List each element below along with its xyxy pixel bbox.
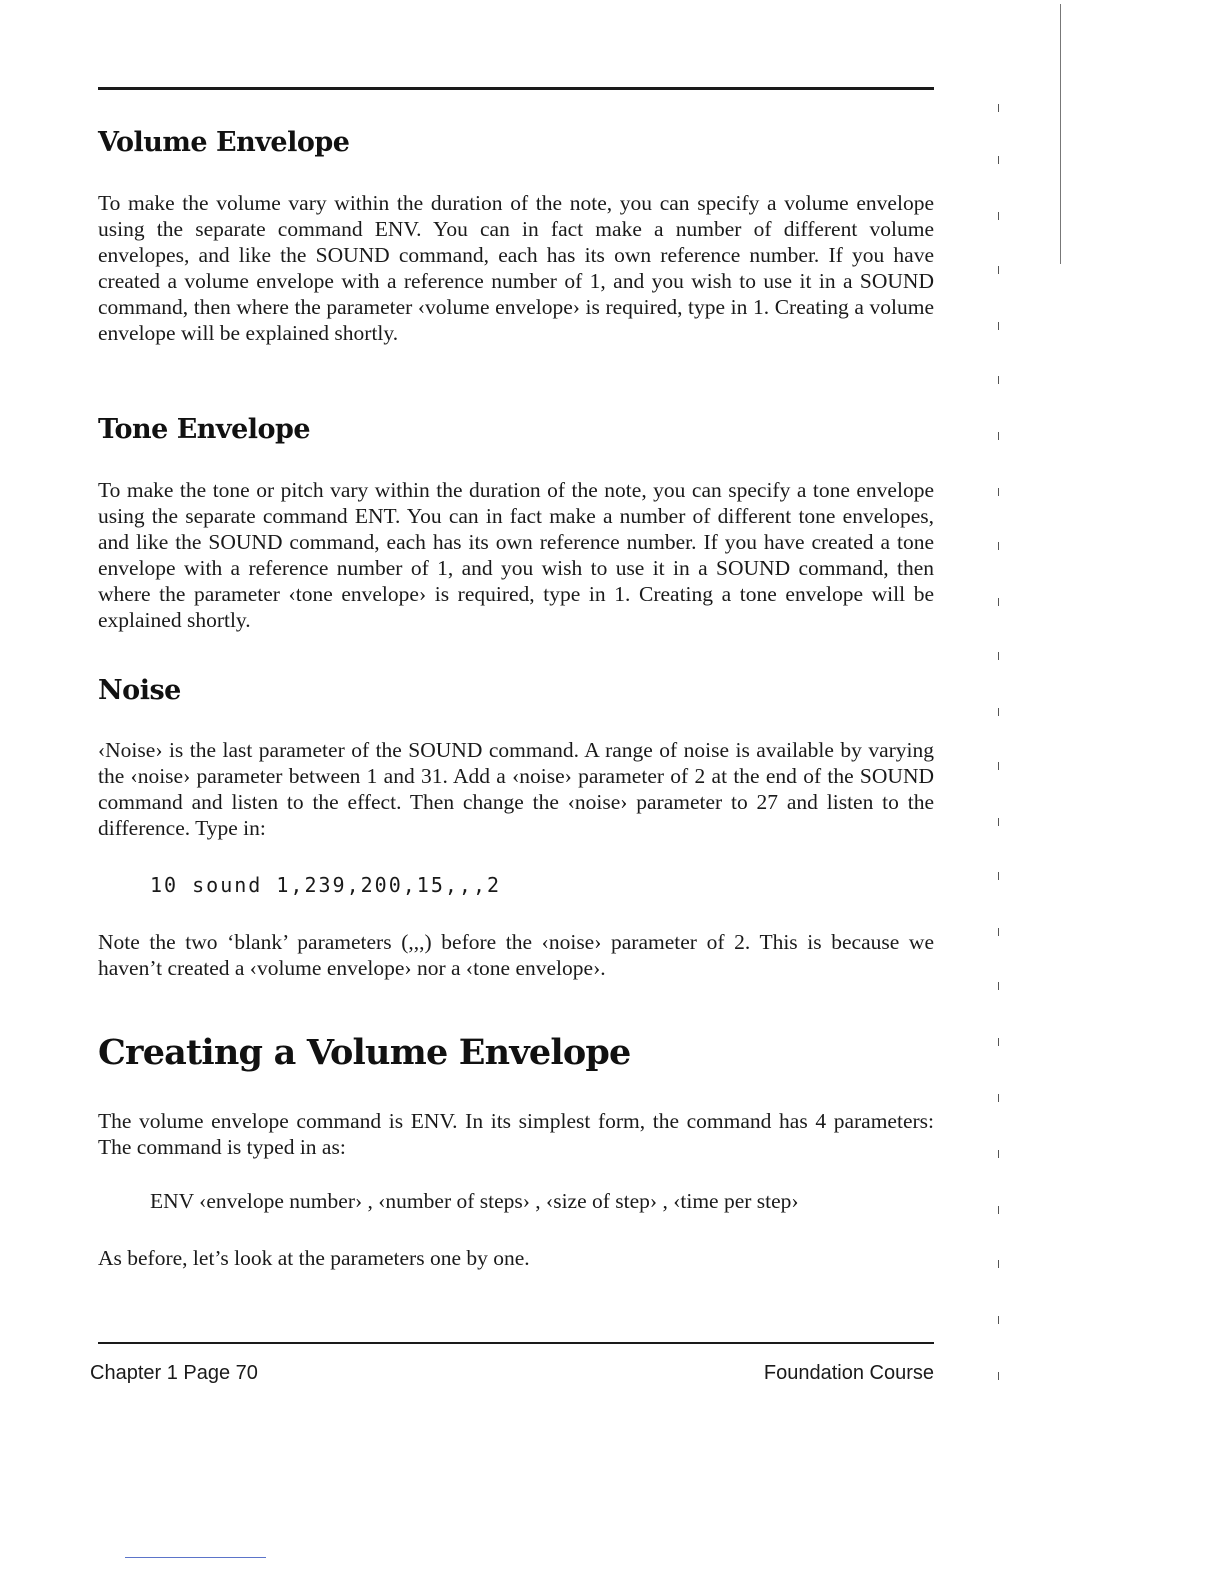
binding-marks: [998, 100, 1008, 1390]
paragraph-tone-envelope: To make the tone or pitch vary within the duration of the note, you can specify a tone envelope using the separate command ENT. You can in fact make a number of different tone envelopes, and like the SOUND command, each has its own reference number. If you have created a tone envelope with a reference number of 1, and you wish to use it in a SOUND command, then where the parameter ‹tone envelope› is required, type in 1. Creating a tone envelope will be explained shortly.: [98, 478, 934, 632]
heading-tone-envelope: Tone Envelope: [98, 414, 311, 445]
page-edge-line: [1060, 4, 1061, 264]
footer-course: Foundation Course: [763, 1362, 934, 1384]
footer-rule: [98, 1342, 934, 1344]
paragraph-creating: The volume envelope command is ENV. In its simplest form, the command has 4 parameters: The command is typed in as:: [98, 1109, 934, 1159]
heading-creating-volume-envelope: Creating a Volume Envelope: [98, 1032, 631, 1073]
env-syntax: ENV ‹envelope number› , ‹number of steps› , ‹size of step› , ‹time per step›: [150, 1189, 799, 1213]
code-example: 10 sound 1,239,200,15,,,2: [150, 873, 502, 897]
heading-noise: Noise: [98, 675, 181, 706]
paragraph-volume-envelope: To make the volume vary within the duration of the note, you can specify a volume envelope using the separate command ENV. You can in fact make a number of different volume envelopes, and like the SOUND command, each has its own reference number. If you have created a volume envelope with a reference number of 1, and you wish to use it in a SOUND command, then where the parameter ‹volume envelope› is required, type in 1. Creating a volume envelope will be explained shortly.: [98, 191, 934, 345]
header-rule: [98, 87, 934, 90]
paragraph-noise: ‹Noise› is the last parameter of the SOUND command. A range of noise is available by varying the ‹noise› parameter between 1 and 31. Add a ‹noise› parameter of 2 at the end of the SOUND command and listen to the effect. Then change the ‹noise› parameter to 27 and listen to the difference. Type in:: [98, 738, 934, 840]
paragraph-closing: As before, let’s look at the parameters one by one.: [98, 1246, 530, 1270]
footer-chapter-page: Chapter 1 Page 70: [90, 1362, 258, 1384]
heading-volume-envelope: Volume Envelope: [98, 127, 350, 158]
blue-underline: [125, 1557, 266, 1558]
paragraph-noise-note: Note the two ‘blank’ parameters (,,,) before the ‹noise› parameter of 2. This is because we haven’t created a ‹volume envelope› nor a ‹tone envelope›.: [98, 930, 934, 980]
